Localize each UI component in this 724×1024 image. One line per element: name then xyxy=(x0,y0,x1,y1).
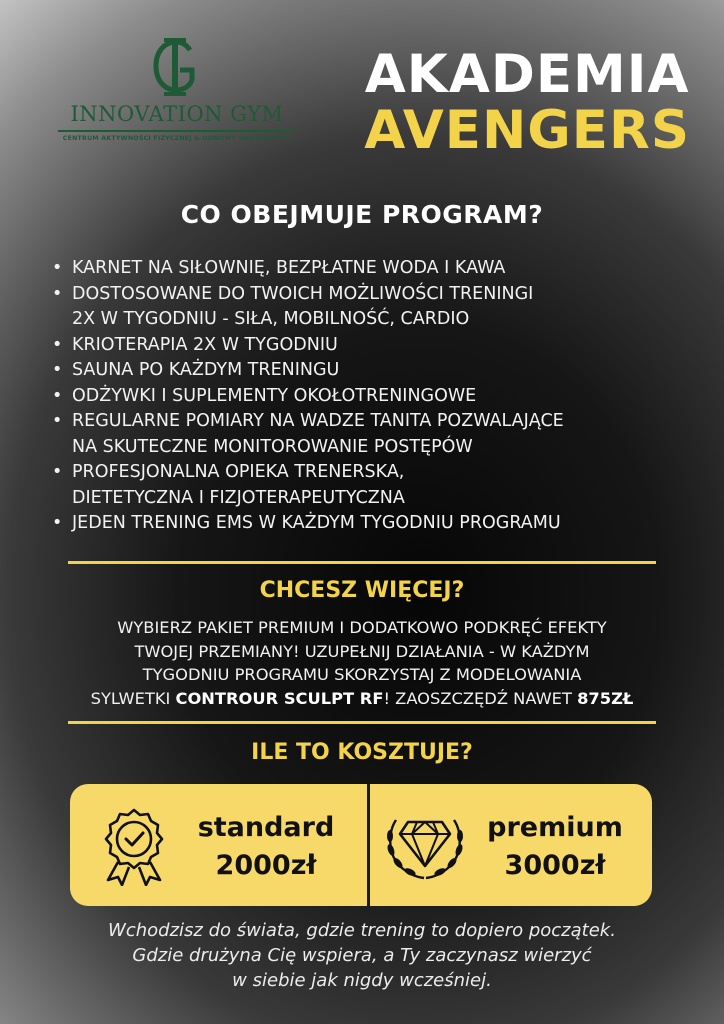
slogan-line-1: Wchodzisz do świata, gdzie trening to dopiero początek. xyxy=(108,920,616,941)
bullet-icon: • xyxy=(52,360,63,380)
feature-item-gym-pass xyxy=(52,256,692,282)
standard-plan-name: standard xyxy=(197,812,335,843)
slogan xyxy=(0,918,724,993)
more-line-2: TWOJEJ PRZEMIANY! UZUPEŁNIJ DZIAŁANIA - W KAŻDYM xyxy=(134,641,590,661)
feature-item-sauna xyxy=(52,358,692,384)
feature-item-cryotherapy xyxy=(52,333,692,359)
bullet-icon: • xyxy=(52,258,63,278)
bullet-icon: • xyxy=(52,283,63,304)
slogan-line-2: Gdzie drużyna Cię wspiera, a Ty zaczynasz wierzyć xyxy=(132,945,592,966)
feature-line: ODŻYWKI I SUPLEMENTY OKOŁOTRENINGOWE xyxy=(72,385,477,406)
feature-line: REGULARNE POMIARY NA WADZE TANITA POZWALAJĄCE xyxy=(72,411,564,431)
program-heading: CO OBEJMUJE PROGRAM? xyxy=(180,200,544,229)
more-line-1: WYBIERZ PAKIET PREMIUM I DODATKOWO PODKRĘĆ EFEKTY xyxy=(117,618,607,637)
title-avengers: AVENGERS xyxy=(364,100,690,161)
plan-standard xyxy=(70,784,367,906)
feature-line: NA SKUTECZNE MONITOROWANIE POSTĘPÓW xyxy=(72,436,473,457)
pricing-box xyxy=(70,784,652,906)
bullet-icon: • xyxy=(52,385,63,406)
innovation-gym-logo xyxy=(52,36,302,142)
feature-line: DOSTOSOWANE DO TWOICH MOŻLIWOŚCI TRENINGI xyxy=(72,283,534,304)
feature-item-tanita xyxy=(52,409,692,460)
bullet-icon: • xyxy=(52,334,63,355)
feature-line: KARNET NA SIŁOWNIĘ, BEZPŁATNE WODA I KAWA xyxy=(72,258,506,278)
more-line-4 xyxy=(0,687,724,711)
pricing-heading: ILE TO KOSZTUJE? xyxy=(251,740,473,765)
more-line-4-b: ! ZAOSZCZĘDŹ NAWET xyxy=(383,688,578,708)
bullet-icon: • xyxy=(52,462,63,482)
title-akademia: AKADEMIA xyxy=(364,44,690,105)
divider-top xyxy=(68,561,656,564)
feature-line: JEDEN TRENING EMS W KAŻDYM TYGODNIU PROGRAMU xyxy=(72,513,561,533)
more-line-4-a: SYLWETKI xyxy=(90,688,176,708)
page-title xyxy=(364,44,690,161)
more-heading: CHCESZ WIĘCEJ? xyxy=(259,578,465,603)
divider-bottom xyxy=(68,721,656,724)
bullet-icon: • xyxy=(52,411,63,431)
plan-premium xyxy=(370,784,652,906)
feature-line: PROFESJONALNA OPIEKA TRENERSKA, xyxy=(72,462,405,482)
contour-sculpt-highlight: CONTROUR SCULPT RF xyxy=(175,688,384,708)
award-badge-icon xyxy=(100,806,168,886)
program-feature-list xyxy=(52,256,692,537)
feature-item-supplements xyxy=(52,384,692,410)
more-description xyxy=(0,616,724,710)
premium-plan-name: premium xyxy=(487,812,623,843)
more-line-3: TYGODNIU PROGRAMU SKORZYSTAJ Z MODELOWANIA xyxy=(142,665,582,684)
feature-line: SAUNA PO KAŻDYM TRENINGU xyxy=(72,360,340,380)
logo-underline xyxy=(58,130,296,132)
logo-brand-name: INNOVATION GYM xyxy=(70,102,284,126)
savings-highlight: 875ZŁ xyxy=(577,688,634,708)
bullet-icon: • xyxy=(52,513,63,533)
feature-item-ems xyxy=(52,511,692,537)
feature-item-care xyxy=(52,460,692,511)
standard-plan-price: 2000zł xyxy=(215,850,317,881)
feature-item-trainings xyxy=(52,282,692,333)
feature-line: 2X W TYGODNIU - SIŁA, MOBILNOŚĆ, CARDIO xyxy=(72,309,470,329)
feature-line: KRIOTERAPIA 2X W TYGODNIU xyxy=(72,334,338,355)
ig-monogram-icon xyxy=(142,36,212,98)
logo-tagline: CENTRUM AKTYWNOŚCI FIZYCZNEJ & ODNOWY BIOLOGICZNEJ xyxy=(62,135,292,142)
feature-line: DIETETYCZNA I FIZJOTERAPEUTYCZNA xyxy=(72,487,405,508)
slogan-line-3: w siebie jak nigdy wcześniej. xyxy=(232,970,492,991)
diamond-laurel-icon xyxy=(384,806,466,882)
premium-plan-price: 3000zł xyxy=(504,850,606,881)
